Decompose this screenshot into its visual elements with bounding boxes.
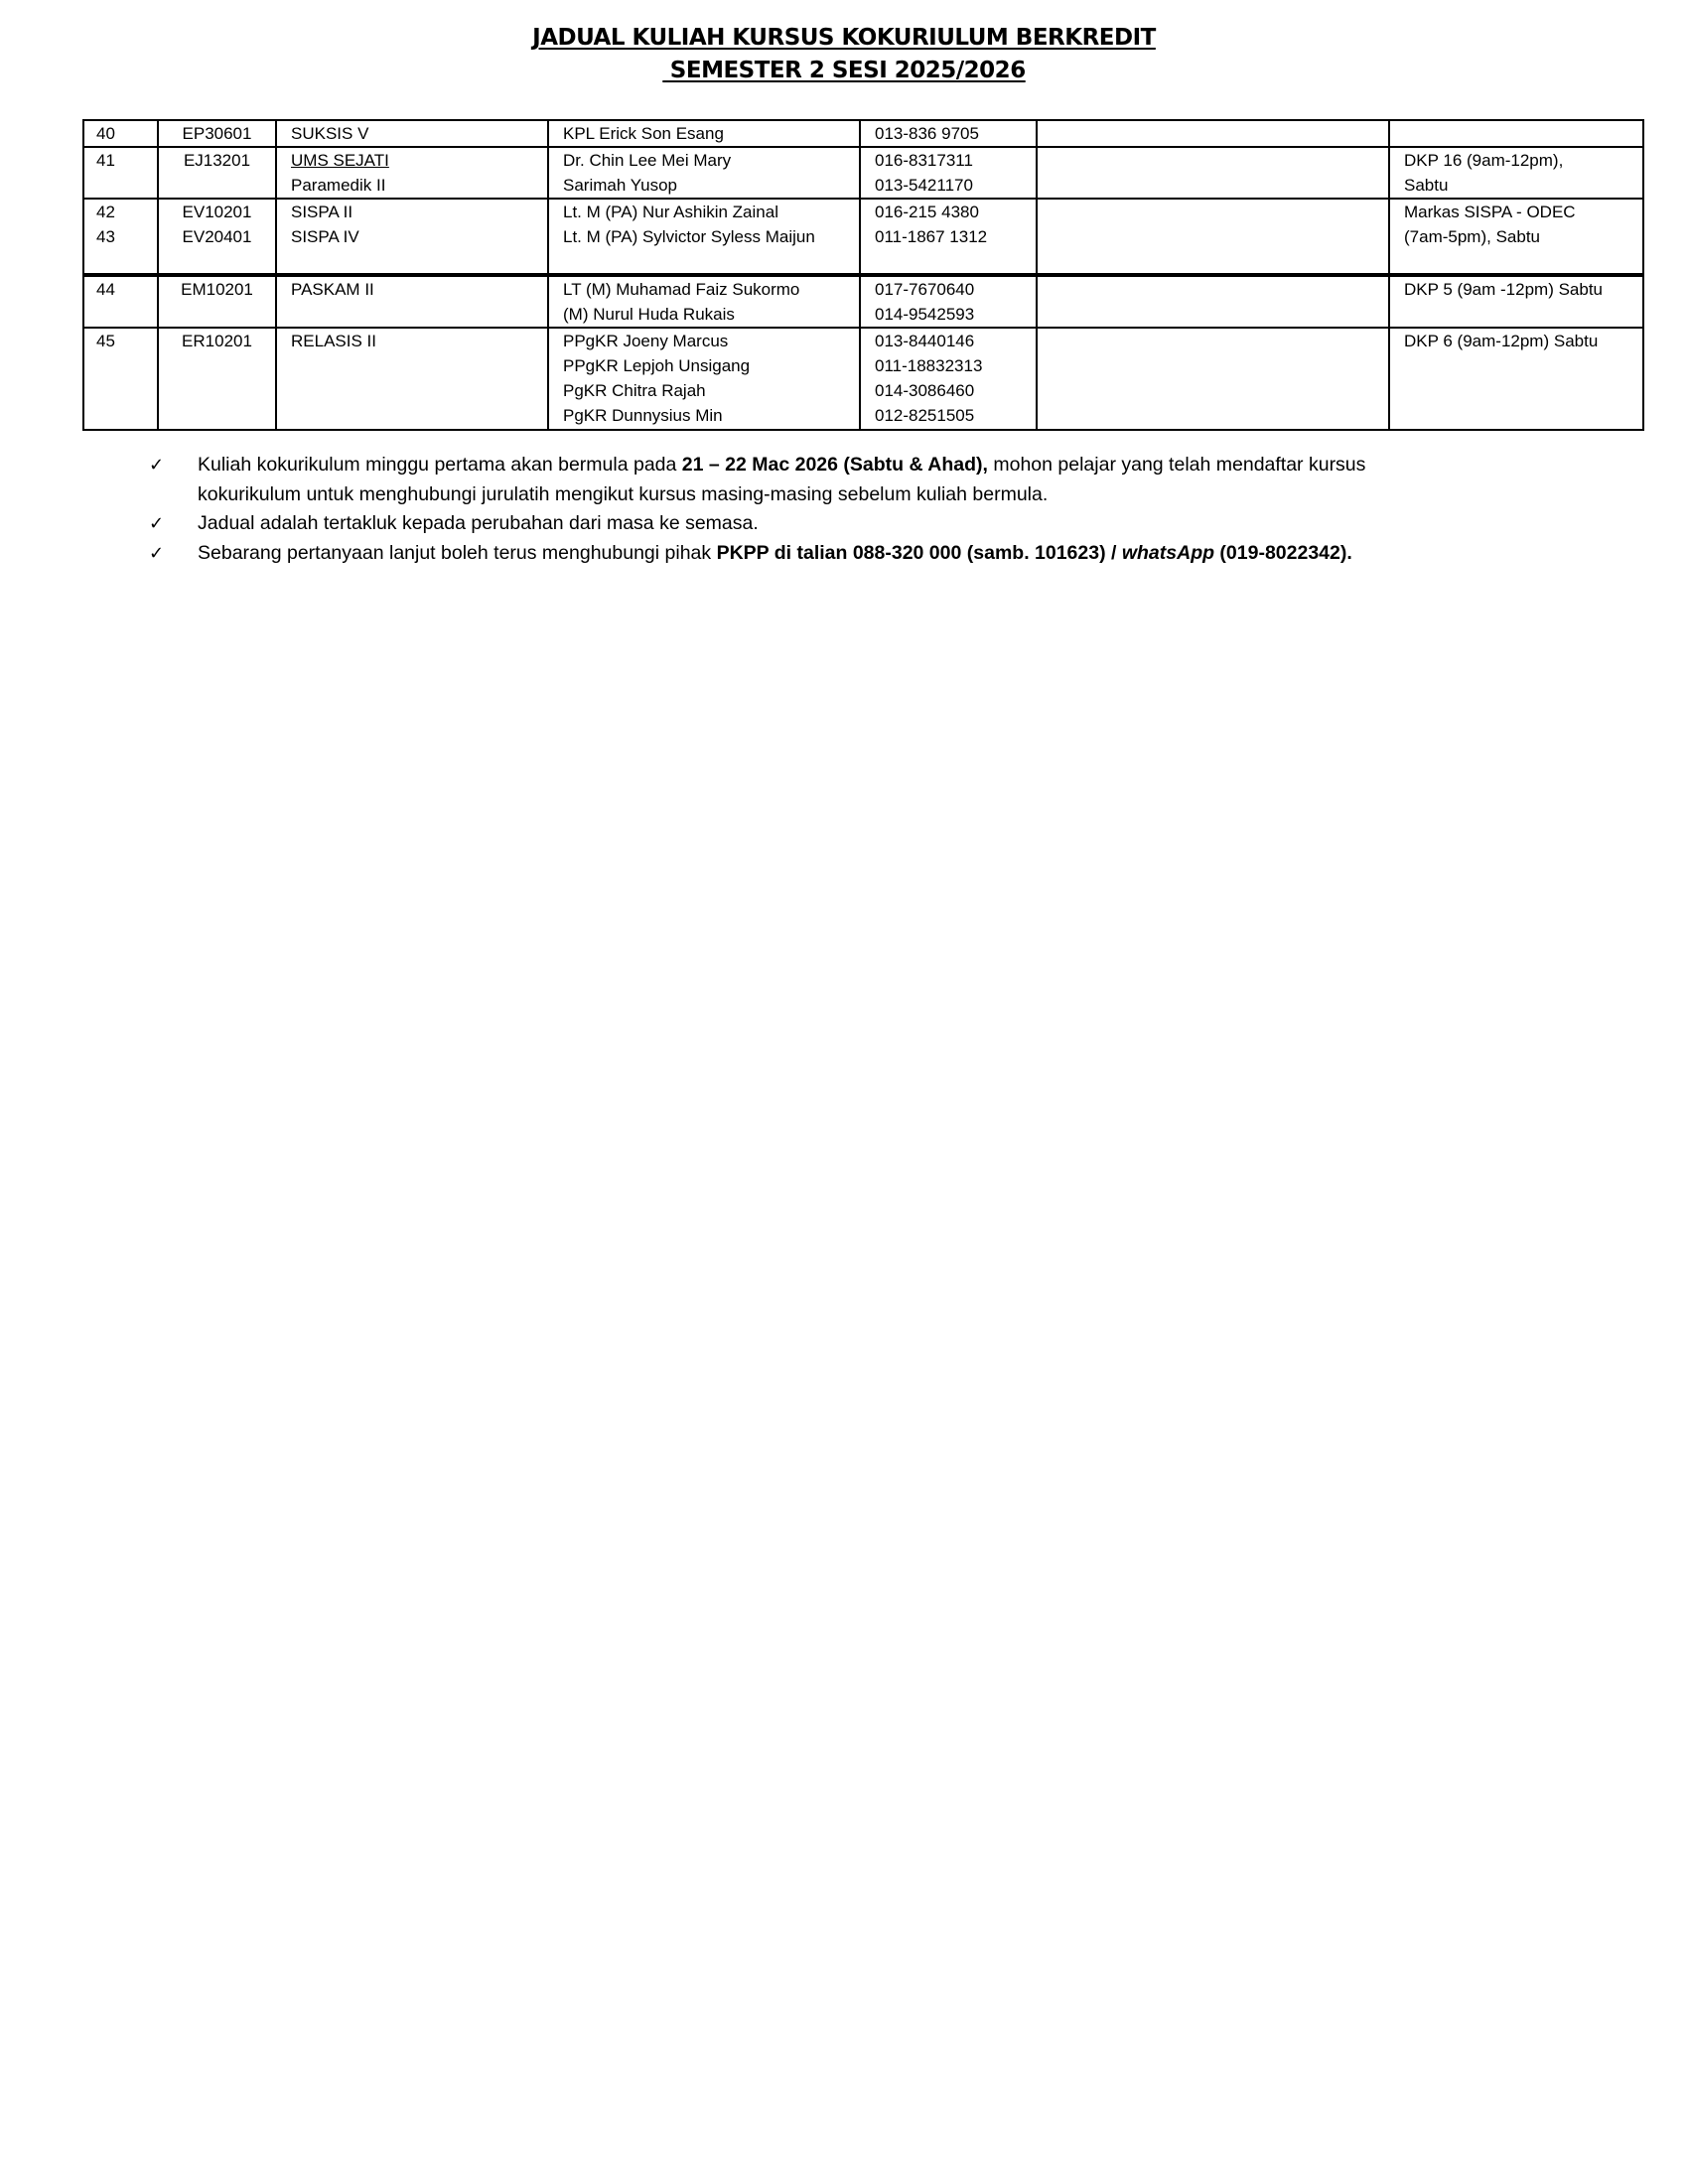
location-time: DKP 5 (9am -12pm) Sabtu [1404, 280, 1603, 299]
course-code: EV20401 [182, 227, 252, 246]
remarks-cell [1037, 120, 1389, 147]
note-item [149, 539, 1638, 569]
table-row [83, 328, 1643, 430]
course-number-cell [83, 199, 158, 275]
trainer-phone: 017-7670640 [875, 280, 975, 299]
table-row [83, 147, 1643, 199]
trainer-phone-cell [860, 199, 1037, 275]
course-name: UMS SEJATI [291, 151, 389, 170]
course-number: 43 [96, 227, 115, 246]
trainer-name: PPgKR Joeny Marcus [563, 332, 729, 350]
trainer-phone: 016-8317311 [875, 151, 973, 170]
trainer-name: (M) Nurul Huda Rukais [563, 305, 735, 324]
note-text: Sebarang pertanyaan lanjut boleh terus menghubungi pihak [198, 541, 717, 564]
course-code-cell [158, 199, 276, 275]
note-text: Jadual adalah tertakluk kepada perubahan dari masa ke semasa. [198, 512, 759, 534]
trainer-name: PgKR Chitra Rajah [563, 381, 706, 400]
remarks-cell [1037, 328, 1389, 430]
course-name: PASKAM II [291, 280, 374, 299]
course-number-cell [83, 147, 158, 199]
course-name: SISPA II [291, 203, 353, 221]
course-number: 44 [96, 280, 115, 299]
note-date: 21 – 22 Mac 2026 (Sabtu & Ahad), [681, 454, 988, 476]
note-text: mohon pelajar yang telah mendaftar kursus [987, 454, 1366, 476]
note-text: Kuliah kokurikulum minggu pertama akan bermula pada [198, 454, 682, 476]
trainer-name-cell [548, 199, 860, 275]
remarks-cell [1037, 275, 1389, 328]
location-time-cell [1389, 328, 1643, 430]
course-code: EM10201 [181, 280, 253, 299]
course-name-cell [276, 120, 548, 147]
table-row [83, 275, 1643, 328]
location-time: DKP 16 (9am-12pm), [1404, 151, 1564, 170]
trainer-phone-cell [860, 147, 1037, 199]
trainer-phone-cell [860, 275, 1037, 328]
location-time: (7am-5pm), Sabtu [1404, 227, 1540, 246]
trainer-name: Dr. Chin Lee Mei Mary [563, 151, 732, 170]
check-mark-icon: ✓ [149, 542, 165, 564]
notes-list [149, 451, 1638, 568]
course-name: SUKSIS V [291, 124, 369, 143]
course-code-cell [158, 328, 276, 430]
note-contact: PKPP di talian 088-320 000 (samb. 101623) / [716, 541, 1122, 564]
course-name: SISPA IV [291, 227, 359, 246]
trainer-phone: 011-18832313 [875, 356, 983, 375]
check-mark-icon: ✓ [149, 455, 165, 476]
trainer-name-cell [548, 275, 860, 328]
trainer-name-cell [548, 147, 860, 199]
course-name-cell [276, 275, 548, 328]
trainer-phone-cell [860, 120, 1037, 147]
course-number-cell [83, 275, 158, 328]
trainer-name: Lt. M (PA) Sylvictor Syless Maijun [563, 227, 815, 246]
trainer-phone: 011-1867 1312 [875, 227, 988, 246]
course-number-cell [83, 328, 158, 430]
course-number: 40 [96, 124, 115, 143]
note-text: kokurikulum untuk menghubungi jurulatih mengikut kursus masing-masing sebelum kuliah bermula. [198, 482, 1049, 505]
location-time: Markas SISPA - ODEC [1404, 203, 1576, 221]
location-time-cell [1389, 275, 1643, 328]
location-time-cell [1389, 199, 1643, 275]
note-whatsapp: whatsApp [1121, 541, 1215, 564]
table-row [83, 199, 1643, 275]
location-time: Sabtu [1404, 176, 1449, 195]
table-row [83, 120, 1643, 147]
trainer-name-cell [548, 328, 860, 430]
trainer-phone: 012-8251505 [875, 406, 975, 425]
trainer-name: Lt. M (PA) Nur Ashikin Zainal [563, 203, 778, 221]
trainer-name-cell [548, 120, 860, 147]
course-number: 45 [96, 332, 115, 350]
remarks-cell [1037, 147, 1389, 199]
course-code: EV10201 [182, 203, 252, 221]
trainer-phone: 013-5421170 [875, 176, 973, 195]
course-name-cell [276, 199, 548, 275]
course-code-cell [158, 120, 276, 147]
document-title: JADUAL KULIAH KURSUS KOKURIULUM BERKREDIT [532, 25, 1156, 51]
course-name-cell [276, 328, 548, 430]
trainer-phone: 014-9542593 [875, 305, 975, 324]
course-code: EJ13201 [183, 151, 251, 170]
trainer-name: Sarimah Yusop [563, 176, 677, 195]
course-code: ER10201 [182, 332, 252, 350]
trainer-name: LT (M) Muhamad Faiz Sukormo [563, 280, 800, 299]
note-item [149, 451, 1638, 509]
trainer-phone: 013-8440146 [875, 332, 975, 350]
course-name-cell [276, 147, 548, 199]
location-time: DKP 6 (9am-12pm) Sabtu [1404, 332, 1599, 350]
course-number-cell [83, 120, 158, 147]
remarks-cell [1037, 199, 1389, 275]
note-whatsapp-number: (019-8022342). [1214, 541, 1352, 564]
course-name: RELASIS II [291, 332, 376, 350]
trainer-phone: 016-215 4380 [875, 203, 979, 221]
trainer-name: PPgKR Lepjoh Unsigang [563, 356, 751, 375]
course-code-cell [158, 275, 276, 328]
course-code: EP30601 [182, 124, 252, 143]
course-number: 42 [96, 203, 115, 221]
trainer-phone-cell [860, 328, 1037, 430]
note-item [149, 509, 1638, 539]
course-name: Paramedik II [291, 176, 386, 195]
location-time-cell [1389, 147, 1643, 199]
location-time-cell [1389, 120, 1643, 147]
trainer-name: KPL Erick Son Esang [563, 124, 724, 143]
course-number: 41 [96, 151, 115, 170]
document-subtitle: SEMESTER 2 SESI 2025/2026 [662, 58, 1026, 83]
schedule-table [82, 119, 1644, 431]
trainer-phone: 013-836 9705 [875, 124, 979, 143]
trainer-name: PgKR Dunnysius Min [563, 406, 723, 425]
course-code-cell [158, 147, 276, 199]
trainer-phone: 014-3086460 [875, 381, 975, 400]
check-mark-icon: ✓ [149, 513, 165, 534]
